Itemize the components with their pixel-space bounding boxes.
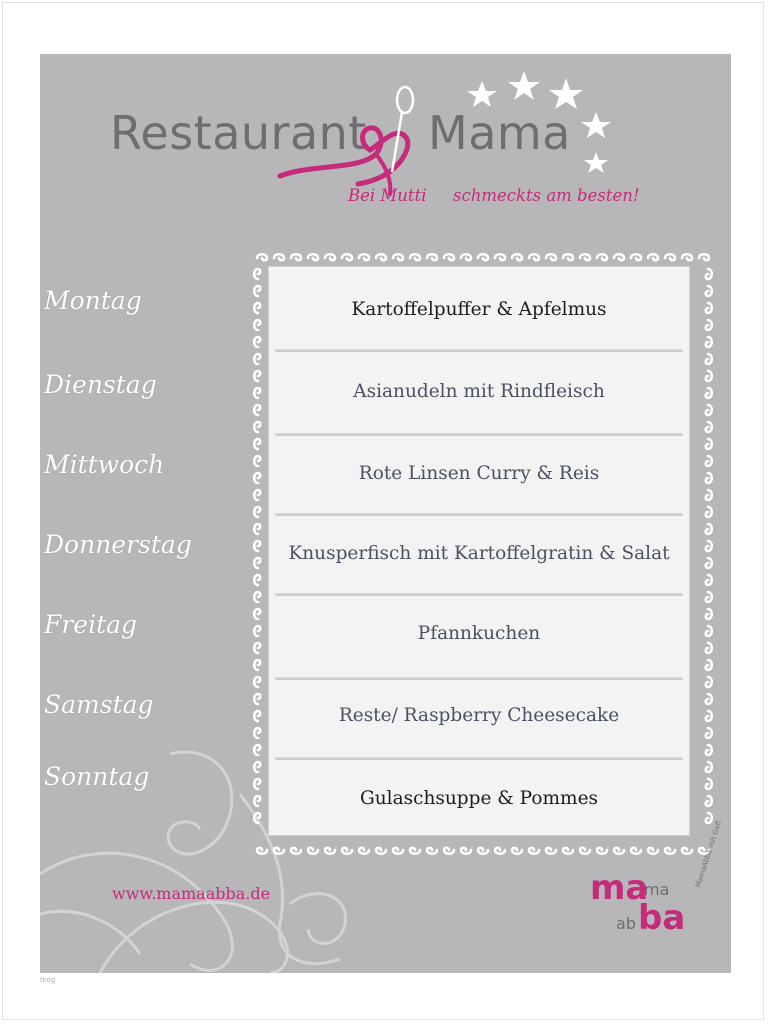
frame-curl xyxy=(254,558,260,568)
frame-curl xyxy=(512,848,522,854)
menu-divider xyxy=(275,757,683,760)
logo-word-restaurant: Restaurant xyxy=(110,106,367,160)
frame-curl xyxy=(393,848,403,854)
website-link[interactable]: www.mamaabba.de xyxy=(112,884,271,903)
frame-curl xyxy=(257,848,267,854)
frame-curl xyxy=(342,254,352,260)
frame-curl xyxy=(682,254,692,260)
frame-curl xyxy=(665,254,675,260)
corner-watermark: tkog xyxy=(40,976,56,984)
frame-curl xyxy=(342,848,352,854)
frame-curl xyxy=(325,254,335,260)
frame-curl xyxy=(254,286,260,296)
frame-curl xyxy=(706,745,712,755)
frame-curl xyxy=(648,254,658,260)
frame-curl xyxy=(376,254,386,260)
frame-curl xyxy=(254,728,260,738)
frame-curl xyxy=(254,779,260,789)
frame-curl xyxy=(648,848,658,854)
day-label-sonntag: Sonntag xyxy=(44,762,150,791)
frame-curl xyxy=(254,269,260,279)
frame-curl xyxy=(308,848,318,854)
frame-curl xyxy=(631,254,641,260)
frame-curl xyxy=(254,524,260,534)
frame-curl xyxy=(706,762,712,772)
frame-curl xyxy=(359,848,369,854)
frame-curl xyxy=(597,848,607,854)
frame-curl xyxy=(254,439,260,449)
frame-curl xyxy=(254,813,260,823)
frame-curl xyxy=(706,354,712,364)
frame-curl xyxy=(563,254,573,260)
menu-box xyxy=(268,266,690,836)
menu-item-mittwoch: Rote Linsen Curry & Reis xyxy=(358,463,600,484)
frame-curl xyxy=(706,371,712,381)
brand-ba-pink: ba xyxy=(638,898,686,938)
frame-curl xyxy=(706,558,712,568)
frame-curl xyxy=(699,254,709,260)
menu-divider xyxy=(275,349,683,352)
frame-curl xyxy=(706,507,712,517)
frame-curl xyxy=(376,848,386,854)
frame-curl xyxy=(254,337,260,347)
frame-curl xyxy=(274,254,284,260)
frame-curl xyxy=(410,848,420,854)
frame-curl xyxy=(631,848,641,854)
brand-ma-pink: ma xyxy=(590,868,649,908)
frame-curl xyxy=(444,848,454,854)
frame-curl xyxy=(546,848,556,854)
frame-curl xyxy=(529,254,539,260)
frame-curl xyxy=(427,848,437,854)
frame-curl xyxy=(308,254,318,260)
frame-curl xyxy=(254,660,260,670)
frame-curl xyxy=(274,848,284,854)
menu-divider xyxy=(275,593,683,596)
frame-curl xyxy=(254,507,260,517)
menu-item-sonntag: Gulaschsuppe & Pommes xyxy=(359,788,599,809)
frame-curl xyxy=(254,473,260,483)
brand-ab-grey: ab xyxy=(616,914,636,933)
frame-curl xyxy=(254,541,260,551)
logo-word-mama: Mama xyxy=(428,106,571,160)
frame-curl xyxy=(706,592,712,602)
frame-curl xyxy=(427,254,437,260)
frame-curl xyxy=(706,456,712,466)
day-label-samstag: Samstag xyxy=(44,690,154,719)
frame-curl xyxy=(444,254,454,260)
menu-item-freitag: Pfannkuchen xyxy=(417,623,541,644)
menu-divider xyxy=(275,513,683,516)
day-label-montag: Montag xyxy=(44,286,142,315)
frame-curl xyxy=(706,490,712,500)
frame-curl xyxy=(563,848,573,854)
brand-ma-grey: ma xyxy=(644,880,670,899)
frame-curl xyxy=(706,711,712,721)
frame-curl xyxy=(461,254,471,260)
menu-item-samstag: Reste/ Raspberry Cheesecake xyxy=(338,705,620,726)
menu-item-donnerstag: Knusperfisch mit Kartoffelgratin & Salat xyxy=(288,543,670,564)
frame-curl xyxy=(706,303,712,313)
frame-curl xyxy=(254,643,260,653)
frame-curl xyxy=(325,848,335,854)
day-label-dienstag: Dienstag xyxy=(44,370,157,399)
frame-curl xyxy=(254,694,260,704)
frame-curl xyxy=(254,388,260,398)
frame-curl xyxy=(254,677,260,687)
frame-curl xyxy=(291,848,301,854)
frame-curl xyxy=(254,745,260,755)
frame-curl xyxy=(706,626,712,636)
frame-curl xyxy=(665,848,675,854)
day-label-donnerstag: Donnerstag xyxy=(44,530,192,559)
frame-curl xyxy=(478,848,488,854)
frame-curl xyxy=(706,779,712,789)
stars-icon xyxy=(40,54,731,254)
frame-curl xyxy=(706,422,712,432)
frame-curl xyxy=(682,848,692,854)
frame-curl xyxy=(706,643,712,653)
frame-curl xyxy=(461,848,471,854)
frame-curl xyxy=(706,524,712,534)
frame-curl xyxy=(254,354,260,364)
frame-curl xyxy=(706,320,712,330)
frame-curl xyxy=(254,796,260,806)
frame-curl xyxy=(254,422,260,432)
frame-curl xyxy=(529,848,539,854)
frame-curl xyxy=(495,848,505,854)
frame-curl xyxy=(706,269,712,279)
menu-divider xyxy=(275,433,683,436)
frame-curl xyxy=(254,320,260,330)
brand-subtitle: MamaAbba mit Gefl xyxy=(694,819,724,889)
frame-curl xyxy=(706,405,712,415)
frame-curl xyxy=(706,609,712,619)
tagline-part2: schmeckts am besten! xyxy=(453,186,640,205)
tagline-part1: Bei Mutti xyxy=(348,186,427,205)
frame-curl xyxy=(614,254,624,260)
frame-curl xyxy=(706,541,712,551)
frame-curl xyxy=(254,490,260,500)
day-label-mittwoch: Mittwoch xyxy=(44,450,165,479)
frame-curl xyxy=(254,626,260,636)
frame-curl xyxy=(706,337,712,347)
frame-curl xyxy=(257,254,267,260)
frame-curl xyxy=(359,254,369,260)
frame-curl xyxy=(706,728,712,738)
frame-curl xyxy=(706,694,712,704)
frame-curl xyxy=(254,609,260,619)
frame-curl xyxy=(580,254,590,260)
frame-curl xyxy=(706,473,712,483)
frame-curl xyxy=(706,575,712,585)
frame-curl xyxy=(706,796,712,806)
frame-curl xyxy=(706,813,712,823)
frame-curl xyxy=(478,254,488,260)
restaurant-logo xyxy=(40,54,731,254)
frame-curl xyxy=(512,254,522,260)
frame-curl xyxy=(254,762,260,772)
frame-curl xyxy=(706,286,712,296)
frame-curl xyxy=(580,848,590,854)
frame-curl xyxy=(254,711,260,721)
frame-curl xyxy=(410,254,420,260)
mamaabba-brand-logo xyxy=(588,819,728,968)
frame-curl xyxy=(254,303,260,313)
menu-item-montag: Kartoffelpuffer & Apfelmus xyxy=(351,299,607,320)
frame-curl xyxy=(254,405,260,415)
frame-curl xyxy=(706,660,712,670)
frame-curl xyxy=(393,254,403,260)
frame-curl xyxy=(546,254,556,260)
menu-item-dienstag: Asianudeln mit Rindfleisch xyxy=(353,381,605,402)
frame-curl xyxy=(706,388,712,398)
frame-curl xyxy=(597,254,607,260)
menu-divider xyxy=(275,677,683,680)
frame-curl xyxy=(614,848,624,854)
frame-curl xyxy=(254,592,260,602)
frame-curl xyxy=(495,254,505,260)
day-label-freitag: Freitag xyxy=(44,610,138,639)
frame-curl xyxy=(291,254,301,260)
frame-curl xyxy=(706,439,712,449)
frame-curl xyxy=(254,456,260,466)
frame-curl xyxy=(254,575,260,585)
frame-curl xyxy=(254,371,260,381)
frame-curl xyxy=(706,677,712,687)
